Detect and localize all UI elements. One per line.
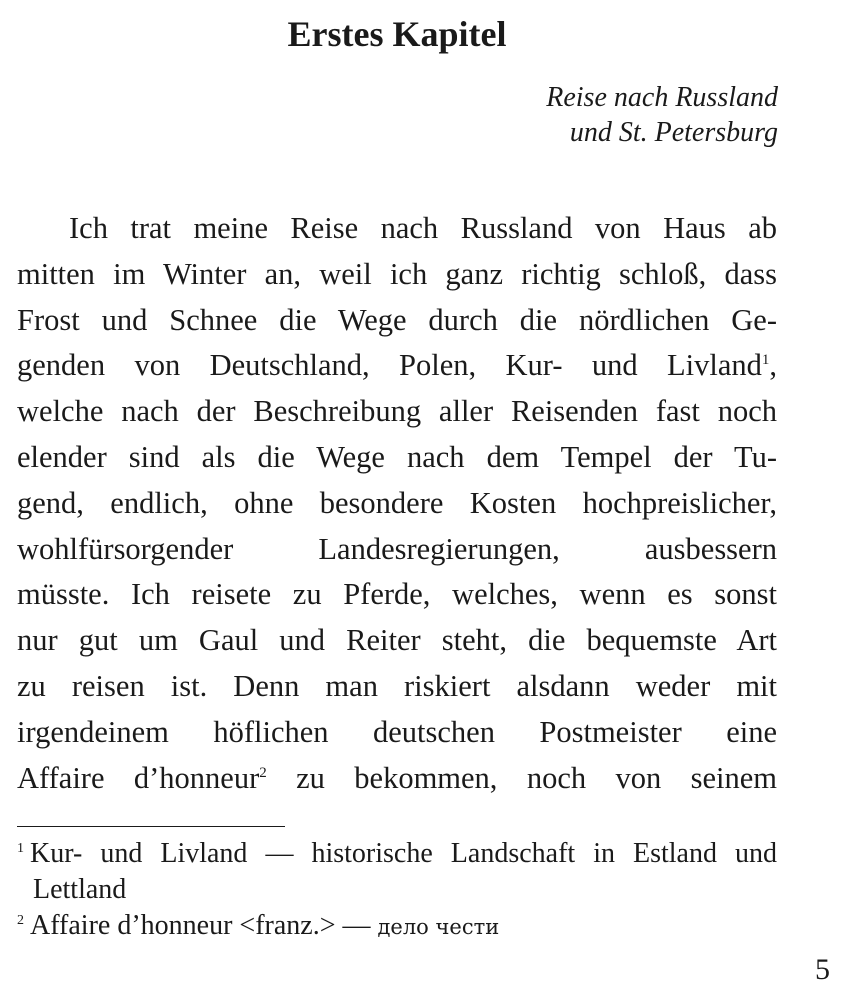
body-paragraph [17,206,777,801]
footnote-marker-2: 2 [17,912,24,928]
footnote-reference-1[interactable]: 1 [761,352,770,369]
body-line: mitten im Winter an, weil ich ganz richtig schloß, dass [17,256,777,291]
footnote-1: $^1$ Kur- und Livland — historische Landschaft in Estland und Lettland [17,838,777,905]
body-line: welche nach der Beschreibung aller Reisenden fast noch [17,394,777,429]
footnote-marker-1: 1 [17,840,24,856]
body-line: wohlfürsorgender Landesregierungen, ausbessern [17,531,777,566]
body-line: elender sind als die Wege nach dem Tempel der Tu- [17,439,777,474]
body-line: Frost und Schnee die Wege durch die nördlichen Ge- [17,302,777,337]
body-line: Ich trat meine Reise nach Russland von Haus ab [69,211,777,245]
chapter-title: Erstes Kapitel [287,14,507,54]
page-number: 5 [815,953,830,986]
subtitle-line-1: Reise nach Russland [546,82,778,113]
body-line: müsste. Ich reisete zu Pferde, welches, wenn es sonst [17,577,777,612]
body-line: irgendeinem höflichen deutschen Postmeister eine [17,714,777,749]
footnotes [17,836,777,945]
body-line: genden von Deutschland, Polen, Kur- und Livland$^1$, [17,348,777,383]
chapter-subtitle [546,80,778,150]
body-line: gend, endlich, ohne besondere Kosten hochpreislicher, [17,485,777,520]
footnote-2: $^2$ Affaire d’honneur <franz.> — дело чести [17,910,500,941]
body-line: Affaire d’honneur$^2$ zu bekommen, noch von seinem [17,760,777,795]
body-line: nur gut um Gaul und Reiter steht, die bequemste Art [17,623,777,658]
body-line: zu reisen ist. Denn man riskiert alsdann weder mit [17,668,777,703]
subtitle-line-2: und St. Petersburg [569,117,778,148]
footnote-divider [17,826,285,827]
footnote-reference-2[interactable]: 2 [259,764,267,781]
